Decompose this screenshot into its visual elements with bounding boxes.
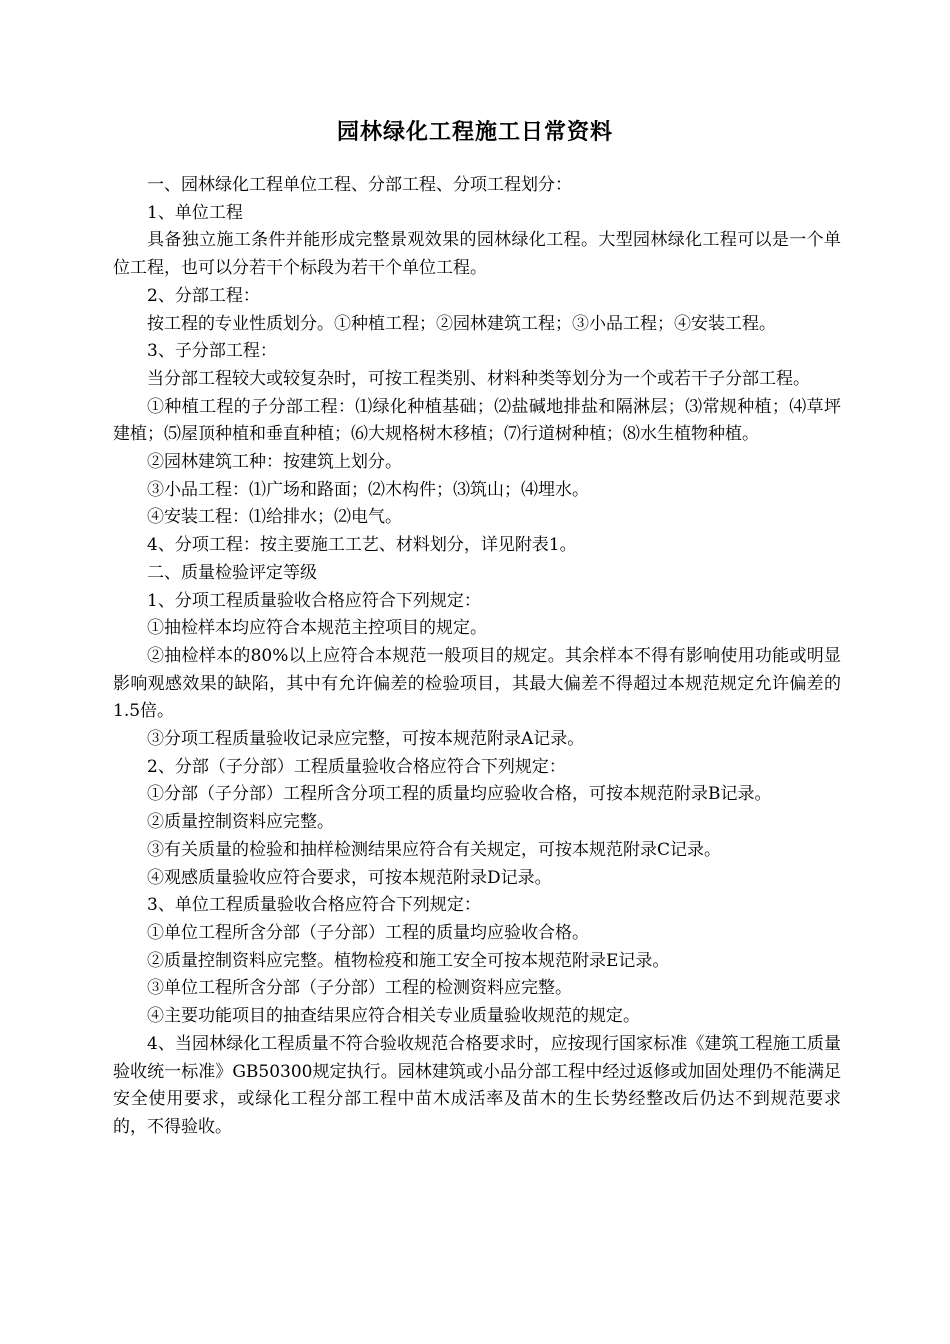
section-heading-division: 一、园林绿化工程单位工程、分部工程、分项工程划分： xyxy=(147,175,572,195)
paragraph-unit-project-definition: 具备独立施工条件并能形成完整景观效果的园林绿化工程。大型园林绿化工程可以是一个单位工程，也可以分若干个标段为若干个单位工程。 xyxy=(113,230,841,279)
list-item-division-appearance: ④观感质量验收应符合要求，可按本规范附录D记录。 xyxy=(147,867,552,888)
list-item-garden-building: ②园林建筑工种：按建筑上划分。 xyxy=(147,452,402,473)
subheading-sub-item-project: 4、分项工程：按主要施工工艺、材料划分，详见附表1。 xyxy=(147,535,577,556)
list-item-unit-function-check: ④主要功能项目的抽查结果应符合相关专业质量验收规范的规定。 xyxy=(147,1006,640,1027)
subheading-unit-acceptance: 3、单位工程质量验收合格应符合下列规定： xyxy=(147,895,481,916)
list-item-landscape-features: ③小品工程：⑴广场和路面；⑵木构件；⑶筑山；⑷埋水。 xyxy=(147,479,589,500)
document-body xyxy=(113,172,841,1142)
list-item-planting-sub-divisions: ①种植工程的子分部工程：⑴绿化种植基础；⑵盐碱地排盐和隔淋层；⑶常规种植；⑷草坪建植；⑸屋顶种植和垂直种植；⑹大规格树木移植；⑺行道树种植；⑻水生植物种植。 xyxy=(113,396,841,445)
list-item-installation: ④安装工程：⑴给排水；⑵电气。 xyxy=(147,507,402,528)
list-item-unit-divisions: ①单位工程所含分部（子分部）工程的质量均应验收合格。 xyxy=(147,922,589,943)
subheading-sub-item-acceptance: 1、分项工程质量验收合格应符合下列规定： xyxy=(147,590,481,611)
paragraph-division-list: 按工程的专业性质划分。①种植工程；②园林建筑工程；③小品工程；④安装工程。 xyxy=(147,313,776,334)
document-title: 园林绿化工程施工日常资料 xyxy=(336,119,613,145)
list-item-unit-control-data: ②质量控制资料应完整。植物检疫和施工安全可按本规范附录E记录。 xyxy=(147,950,670,971)
paragraph-nonconformance: 4、当园林绿化工程质量不符合验收规范合格要求时，应按现行国家标准《建筑工程施工质量验收统一标准》GB50300规定执行。园林建筑或小品分部工程中经过返修或加固处理仍不能满足安全使用要求，或绿化工程分部工程中苗木成活率及苗木的生长势经整改后仍达不到规范要求的，不得验收。 xyxy=(113,1033,841,1137)
list-item-sub-item-record: ③分项工程质量验收记录应完整，可按本规范附录A记录。 xyxy=(147,729,585,750)
subheading-unit-project: 1、单位工程 xyxy=(147,202,243,223)
subheading-division-acceptance: 2、分部（子分部）工程质量验收合格应符合下列规定： xyxy=(147,756,566,777)
list-item-unit-testing-data: ③单位工程所含分部（子分部）工程的检测资料应完整。 xyxy=(147,978,572,999)
subheading-division-project: 2、分部工程： xyxy=(147,285,260,306)
list-item-division-testing: ③有关质量的检验和抽样检测结果应符合有关规定，可按本规范附录C记录。 xyxy=(147,839,722,860)
list-item-main-control: ①抽检样本均应符合本规范主控项目的规定。 xyxy=(147,618,487,639)
paragraph-sub-division-definition: 当分部工程较大或较复杂时，可按工程类别、材料种类等划分为一个或若干子分部工程。 xyxy=(147,368,810,389)
list-item-division-control-data: ②质量控制资料应完整。 xyxy=(147,812,334,833)
list-item-division-sub-items: ①分部（子分部）工程所含分项工程的质量均应验收合格，可按本规范附录B记录。 xyxy=(147,784,772,805)
section-heading-quality-grade: 二、质量检验评定等级 xyxy=(147,562,317,583)
subheading-sub-division: 3、子分部工程： xyxy=(147,341,277,362)
list-item-general-items: ②抽检样本的80%以上应符合本规范一般项目的规定。其余样本不得有影响使用功能或明显影响观感效果的缺陷，其中有允许偏差的检验项目，其最大偏差不得超过本规范规定允许偏差的1.5倍。 xyxy=(113,645,841,722)
